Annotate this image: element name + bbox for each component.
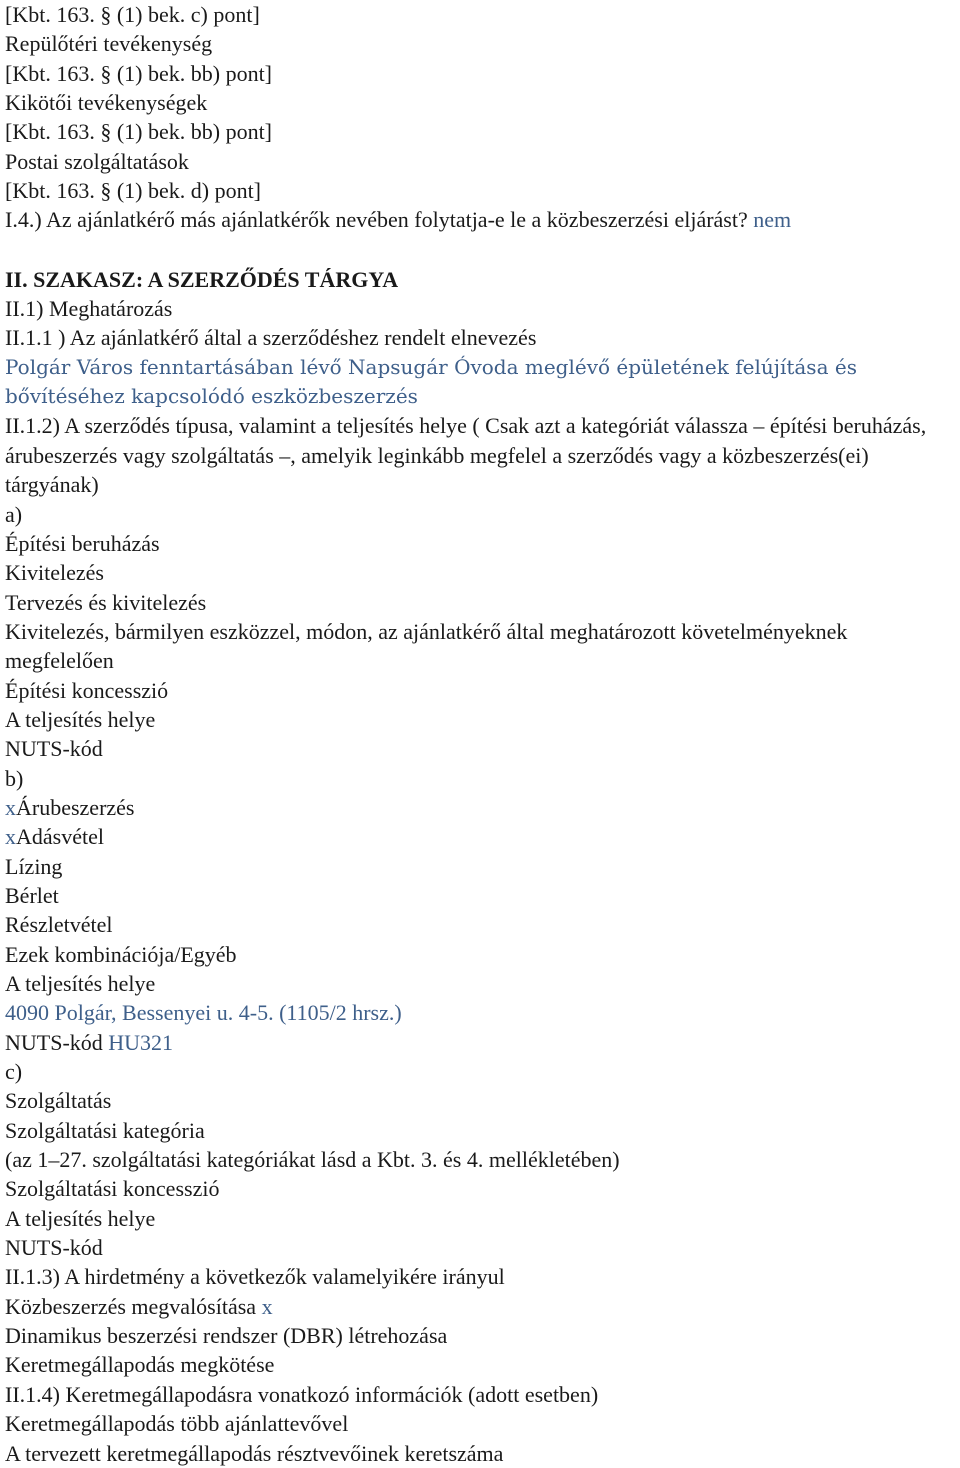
legal-reference: [Kbt. 163. § (1) bek. bb) pont] <box>5 119 273 145</box>
lease-label: Lízing <box>5 853 63 879</box>
dps-label: Dinamikus beszerzési rendszer (DBR) létrehozása <box>5 1323 448 1349</box>
supplies-label <box>5 793 960 822</box>
subsection-ii14: II.1.4) Keretmegállapodásra vonatkozó információk (adott esetben) <box>5 1381 599 1407</box>
services-label: Szolgáltatás <box>5 1088 112 1114</box>
purchase-label <box>5 822 960 851</box>
check-mark: x <box>261 1293 273 1319</box>
service-category-label: Szolgáltatási kategória <box>5 1117 205 1143</box>
place-of-performance-value: 4090 Polgár, Bessenyei u. 4-5. (1105/2 hrsz.) <box>5 1000 402 1026</box>
works-design-execution: Tervezés és kivitelezés <box>5 589 207 615</box>
supplies-text: Árubeszerzés <box>16 794 135 820</box>
framework-multiple: Keretmegállapodás több ajánlattevővel <box>5 1411 349 1437</box>
works-execution: Kivitelezés <box>5 560 104 586</box>
procurement-text: Közbeszerzés megvalósítása <box>5 1293 257 1319</box>
activity-postal: Postai szolgáltatások <box>5 148 189 174</box>
framework-participants: A tervezett keretmegállapodás résztvevőinek keretszáma <box>5 1440 504 1466</box>
purchase-text: Adásvétel <box>16 824 104 850</box>
place-of-performance-label: A teljesítés helye <box>5 1205 156 1231</box>
question-i4-text: I.4.) Az ajánlatkérő más ajánlatkérők nevében folytatja-e le a közbeszerzési eljárást? <box>5 207 748 233</box>
nuts-code-label: NUTS-kód <box>5 1029 103 1055</box>
subsection-ii13: II.1.3) A hirdetmény a következők valamelyikére irányul <box>5 1264 505 1290</box>
nuts-code-row <box>5 1028 960 1057</box>
activity-ports: Kikötői tevékenységek <box>5 90 208 116</box>
legal-reference: [Kbt. 163. § (1) bek. bb) pont] <box>5 60 273 86</box>
nuts-code-label: NUTS-kód <box>5 736 103 762</box>
subsection-ii11: II.1.1 ) Az ajánlatkérő által a szerződéshez rendelt elnevezés <box>5 325 537 351</box>
works-label: Építési beruházás <box>5 530 160 556</box>
check-mark: x <box>5 824 16 850</box>
nuts-code-value: HU321 <box>108 1029 174 1055</box>
hire-purchase-label: Részletvétel <box>5 912 113 938</box>
subsection-ii12: II.1.2) A szerződés típusa, valamint a teljesítés helye ( Csak azt a kategóriát válassza – építési beruházás, árubeszerzés vagy szolgáltatás –, amelyik leginkább megfelel a szerződés vagy a közbeszerzés(ei) tárgyának) <box>5 413 927 498</box>
option-label-b: b) <box>5 765 24 791</box>
works-any-means: Kivitelezés, bármilyen eszközzel, módon, az ajánlatkérő által meghatározott követelményeknek megfelelően <box>5 618 848 674</box>
procurement-row <box>5 1292 960 1321</box>
contract-title: Polgár Város fenntartásában lévő Napsugár Óvoda meglévő épületének felújítása és bővítéséhez kapcsolódó eszközbeszerzés <box>5 354 857 409</box>
combination-label: Ezek kombinációja/Egyéb <box>5 941 237 967</box>
nuts-code-label: NUTS-kód <box>5 1235 103 1261</box>
place-of-performance-label: A teljesítés helye <box>5 706 156 732</box>
section-heading: II. SZAKASZ: A SZERZŐDÉS TÁRGYA <box>5 266 399 292</box>
legal-reference: [Kbt. 163. § (1) bek. d) pont] <box>5 178 262 204</box>
rental-label: Bérlet <box>5 882 59 908</box>
framework-label: Keretmegállapodás megkötése <box>5 1352 275 1378</box>
question-i4 <box>5 205 960 234</box>
service-category-note: (az 1–27. szolgáltatási kategóriákat lásd a Kbt. 3. és 4. mellékletében) <box>5 1147 620 1173</box>
place-of-performance-label: A teljesítés helye <box>5 971 156 996</box>
subsection-ii1: II.1) Meghatározás <box>5 296 173 322</box>
check-mark: x <box>5 794 16 820</box>
question-i4-answer: nem <box>753 207 792 233</box>
activity-airport: Repülőtéri tevékenység <box>5 31 213 57</box>
works-concession: Építési koncesszió <box>5 677 169 703</box>
option-label-c: c) <box>5 1059 23 1085</box>
option-label-a: a) <box>5 501 23 527</box>
legal-reference: [Kbt. 163. § (1) bek. c) pont] <box>5 2 260 27</box>
service-concession: Szolgáltatási koncesszió <box>5 1176 220 1202</box>
